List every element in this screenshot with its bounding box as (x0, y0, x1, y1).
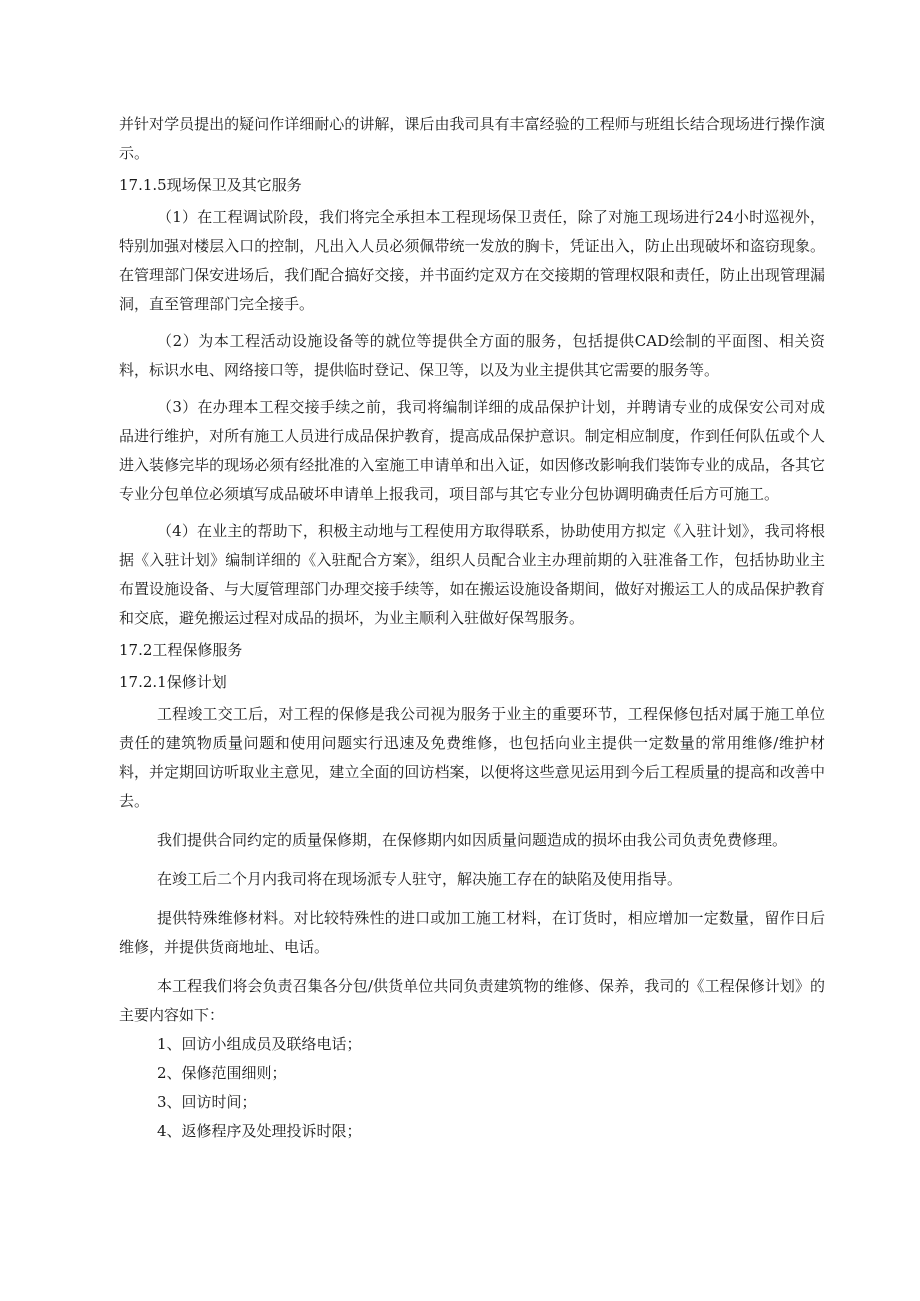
document-page (119, 110, 825, 1146)
section-heading-17-2-1: 17.2.1保修计划 (119, 673, 227, 691)
paragraph-17-2-1-warranty-period: 我们提供合同约定的质量保修期，在保修期内如因质量问题造成的损坏由我公司负责免费修理。 (157, 831, 788, 849)
continuation-paragraph: 并针对学员提出的疑问作详细耐心的讲解，课后由我司具有丰富经验的工程师与班组长结合现场进行操作演示。 (119, 115, 825, 162)
paragraph-17-2-1-intro: 工程竣工交工后，对工程的保修是我公司视为服务于业主的重要环节，工程保修包括对属于施工单位责任的建筑物质量问题和使用问题实行迅速及免费维修，也包括向业主提供一定数量的常用维修/维护材料，并定期回访听取业主意见，建立全面的回访档案，以便将这些意见运用到今后工程质量的提高和改善中去。 (119, 705, 825, 810)
section-heading-17-2: 17.2工程保修服务 (119, 641, 243, 659)
paragraph-17-2-1-onsite: 在竣工后二个月内我司将在现场派专人驻守，解决施工存在的缺陷及使用指导。 (157, 870, 683, 888)
paragraph-17-1-5-item-4: （4）在业主的帮助下，积极主动地与工程使用方取得联系，协助使用方拟定《入驻计划》，我司将根据《入驻计划》编制详细的《入驻配合方案》，组织人员配合业主办理前期的入驻准备工作，包括协助业主布置设施设备、与大厦管理部门办理交接手续等，如在搬运设施设备期间，做好对搬运工人的成品保护教育和交底，避免搬运过程对成品的损坏，为业主顺利入驻做好保驾服务。 (119, 522, 825, 627)
list-item: 4、返修程序及处理投诉时限； (157, 1122, 362, 1140)
paragraph-17-1-5-item-1: （1）在工程调试阶段，我们将完全承担本工程现场保卫责任，除了对施工现场进行24小时巡视外，特别加强对楼层入口的控制，凡出入人员必须佩带统一发放的胸卡，凭证出入，防止出现破坏和盗窃现象。在管理部门保安进场后，我们配合搞好交接，并书面约定双方在交接期的管理权限和责任，防止出现管理漏洞，直至管理部门完全接手。 (119, 208, 825, 313)
list-item: 3、回访时间； (157, 1093, 257, 1111)
paragraph-17-1-5-item-2: （2）为本工程活动设施设备等的就位等提供全方面的服务，包括提供CAD绘制的平面图、相关资料，标识水电、网络接口等，提供临时登记、保卫等，以及为业主提供其它需要的服务等。 (119, 332, 825, 379)
section-heading-17-1-5: 17.1.5现场保卫及其它服务 (119, 176, 302, 194)
list-item: 1、回访小组成员及联络电话； (157, 1035, 362, 1053)
paragraph-17-2-1-plan-intro: 本工程我们将会负责召集各分包/供货单位共同负责建筑物的维修、保养，我司的《工程保修计划》的主要内容如下： (119, 977, 825, 1024)
paragraph-17-2-1-materials: 提供特殊维修材料。对比较特殊性的进口或加工施工材料，在订货时，相应增加一定数量，留作日后维修，并提供货商地址、电话。 (119, 909, 825, 956)
paragraph-17-1-5-item-3: （3）在办理本工程交接手续之前，我司将编制详细的成品保护计划，并聘请专业的成保安公司对成品进行维护，对所有施工人员进行成品保护教育，提高成品保护意识。制定相应制度，作到任何队伍或个人进入装修完毕的现场必须有经批准的入室施工申请单和出入证，如因修改影响我们装饰专业的成品，各其它专业分包单位必须填写成品破坏申请单上报我司，项目部与其它专业分包协调明确责任后方可施工。 (119, 398, 825, 503)
list-item: 2、保修范围细则； (157, 1064, 287, 1082)
